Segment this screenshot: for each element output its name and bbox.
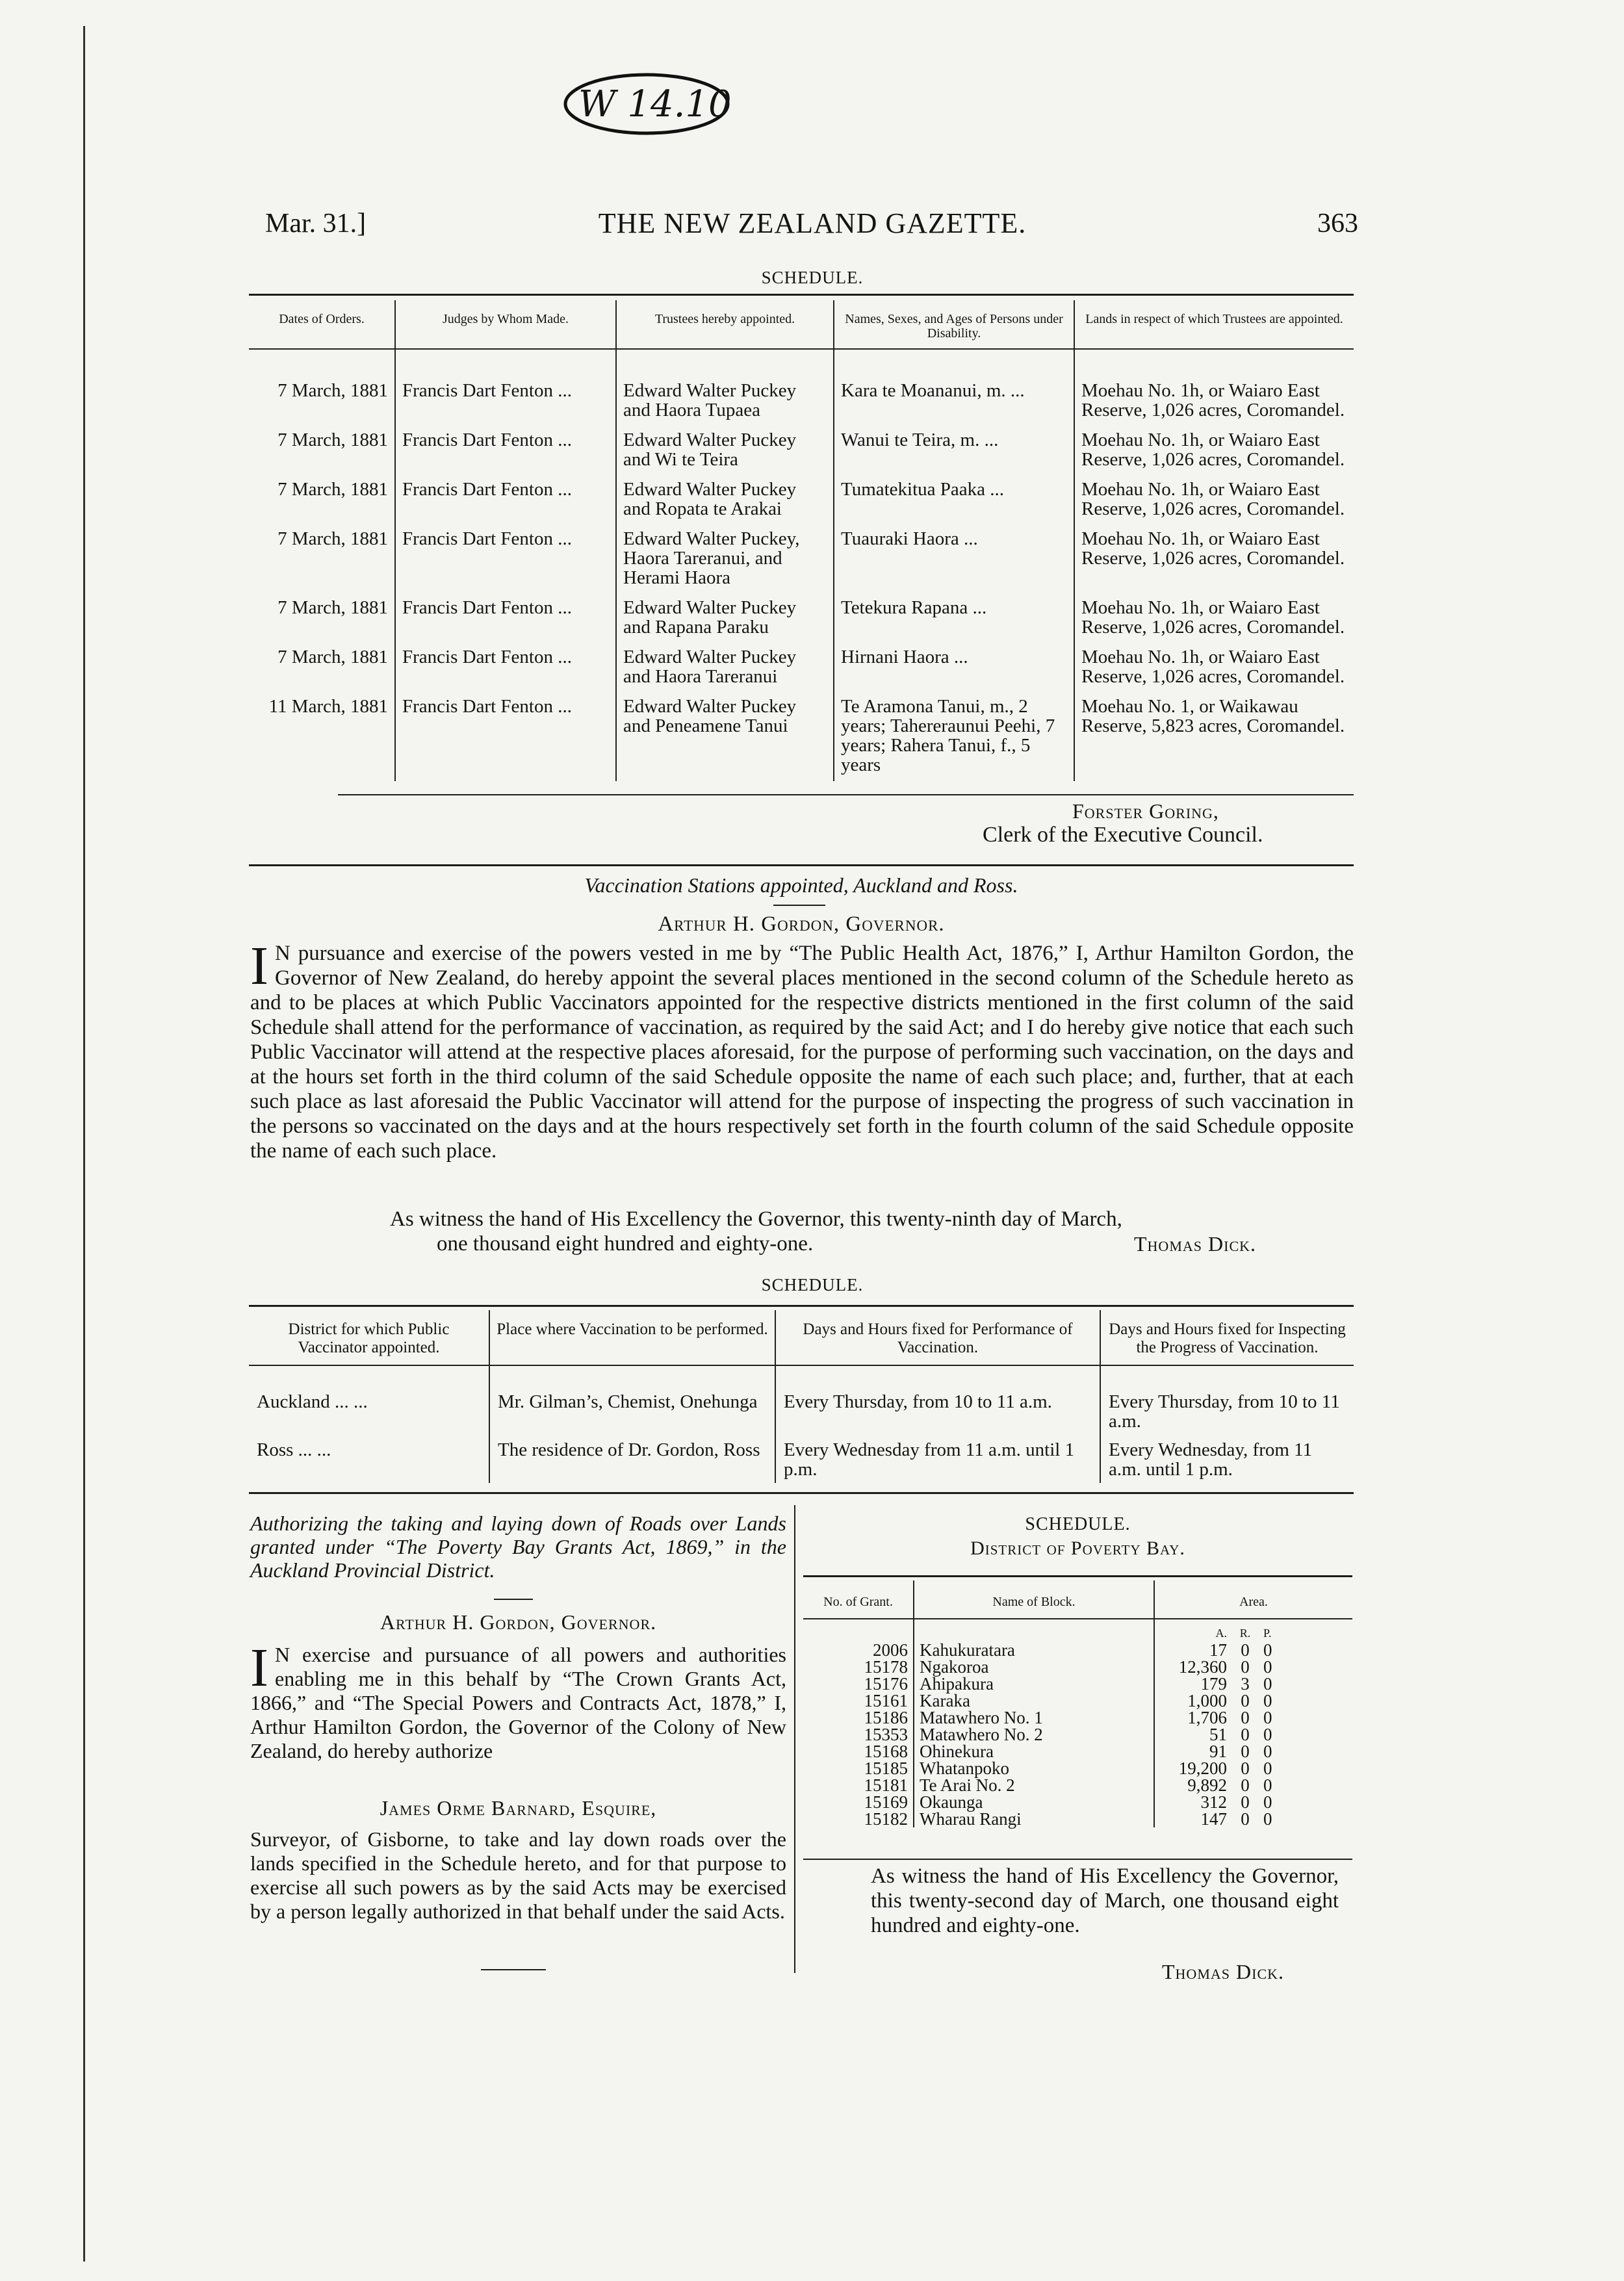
annotation-text: W 14.10 bbox=[578, 83, 732, 125]
table-row bbox=[249, 525, 1354, 594]
cell-p: 0 bbox=[1263, 1792, 1272, 1812]
cell-lands: Moehau No. 1, or Waikawau Reserve, 5,823 acres, Coromandel. bbox=[1074, 693, 1354, 781]
table-row bbox=[803, 1642, 1352, 1658]
cell-a: 147 bbox=[1154, 1811, 1232, 1827]
cell-block: Matawhero No. 1 bbox=[914, 1709, 1154, 1726]
cell-p: 0 bbox=[1263, 1759, 1272, 1778]
cell-trustees: Edward Walter Puckey and Ropata te Arakai bbox=[616, 476, 834, 525]
col-header: Place where Vaccination to be performed. bbox=[489, 1310, 775, 1365]
cell-block: Ohinekura bbox=[914, 1743, 1154, 1760]
page-title: THE NEW ZEALAND GAZETTE. bbox=[598, 207, 1027, 239]
col-header: Trustees hereby appointed. bbox=[616, 300, 834, 349]
cell-r: 0 bbox=[1241, 1708, 1250, 1727]
col-header: Area. bbox=[1154, 1580, 1352, 1619]
cell-performance: Every Thursday, from 10 to 11 a.m. bbox=[775, 1365, 1100, 1435]
cell-p: 0 bbox=[1263, 1708, 1272, 1727]
cell-names: Kara te Moananui, m. ... bbox=[834, 349, 1074, 426]
units-row bbox=[803, 1619, 1352, 1642]
table-row bbox=[803, 1760, 1352, 1777]
col-header: Name of Block. bbox=[914, 1580, 1154, 1619]
cell-grant: 15169 bbox=[864, 1792, 908, 1812]
cell-p: 0 bbox=[1263, 1809, 1272, 1829]
cell-a: 1,000 bbox=[1154, 1692, 1232, 1709]
cell-a: 91 bbox=[1154, 1743, 1232, 1760]
cell-lands: Moehau No. 1h, or Waiaro East Reserve, 1,026 acres, Coromandel. bbox=[1074, 426, 1354, 476]
cell-names: Wanui te Teira, m. ... bbox=[834, 426, 1074, 476]
cell-date: 7 March, 1881 bbox=[277, 647, 388, 667]
cell-inspection: Every Thursday, from 10 to 11 a.m. bbox=[1100, 1365, 1354, 1435]
handwritten-annotation bbox=[559, 65, 734, 143]
cell-judge: Francis Dart Fenton ... bbox=[395, 349, 616, 426]
schedule3-signed: Thomas Dick. bbox=[1162, 1960, 1285, 1983]
schedule3-title: SCHEDULE. bbox=[1025, 1514, 1131, 1534]
col-header: District for which Public Vaccinator appointed. bbox=[249, 1310, 489, 1365]
cell-block: Karaka bbox=[914, 1692, 1154, 1709]
roads-heading: Authorizing the taking and laying down of Roads over Lands granted under “The Poverty Bay Grants Act, 1869,” in the Auckland Provincial District. bbox=[250, 1512, 786, 1582]
cell-r: 0 bbox=[1241, 1775, 1250, 1795]
cell-names: Hirnani Haora ... bbox=[834, 643, 1074, 693]
header-date: Mar. 31.] bbox=[265, 209, 367, 238]
table-row bbox=[249, 1365, 1354, 1435]
table-row bbox=[803, 1743, 1352, 1760]
col-header: Judges by Whom Made. bbox=[395, 300, 616, 349]
cell-grant: 15182 bbox=[864, 1809, 908, 1829]
table-row bbox=[803, 1811, 1352, 1827]
cell-trustees: Edward Walter Puckey and Peneamene Tanui bbox=[616, 693, 834, 781]
cell-lands: Moehau No. 1h, or Waiaro East Reserve, 1,026 acres, Coromandel. bbox=[1074, 594, 1354, 643]
section-divider bbox=[249, 1492, 1354, 1494]
cell-block: Matawhero No. 2 bbox=[914, 1726, 1154, 1743]
unit-acres: A. bbox=[1154, 1619, 1232, 1642]
cell-r: 0 bbox=[1241, 1809, 1250, 1829]
signature-title: Clerk of the Executive Council. bbox=[983, 823, 1263, 847]
cell-date: 7 March, 1881 bbox=[277, 430, 388, 450]
cell-names: Tuauraki Haora ... bbox=[834, 525, 1074, 594]
schedule2-title: SCHEDULE. bbox=[761, 1275, 864, 1295]
table-row bbox=[803, 1726, 1352, 1743]
cell-names: Te Aramona Tanui, m., 2 years; Tahereraunui Peehi, 7 years; Rahera Tanui, f., 5 years bbox=[834, 693, 1074, 781]
cell-lands: Moehau No. 1h, or Waiaro East Reserve, 1,026 acres, Coromandel. bbox=[1074, 349, 1354, 426]
cell-p: 0 bbox=[1263, 1657, 1272, 1677]
table-row bbox=[803, 1675, 1352, 1692]
cell-r: 0 bbox=[1241, 1657, 1250, 1677]
schedule3-table bbox=[803, 1580, 1352, 1827]
col-header: Days and Hours fixed for Inspecting the Progress of Vaccination. bbox=[1100, 1310, 1354, 1365]
cell-block: Kahukuratara bbox=[914, 1642, 1154, 1658]
cell-district: Auckland ... ... bbox=[257, 1391, 368, 1412]
cell-r: 0 bbox=[1241, 1792, 1250, 1812]
drop-cap: I bbox=[250, 936, 268, 996]
cell-a: 1,706 bbox=[1154, 1709, 1232, 1726]
schedule3-top-rule bbox=[803, 1575, 1352, 1577]
cell-trustees: Edward Walter Puckey and Rapana Paraku bbox=[616, 594, 834, 643]
table-row bbox=[803, 1692, 1352, 1709]
cell-names: Tetekura Rapana ... bbox=[834, 594, 1074, 643]
schedule1-table bbox=[249, 300, 1354, 781]
cell-judge: Francis Dart Fenton ... bbox=[395, 525, 616, 594]
cell-grant: 15176 bbox=[864, 1674, 908, 1694]
table-row bbox=[249, 426, 1354, 476]
cell-p: 0 bbox=[1263, 1725, 1272, 1744]
cell-district: Ross ... ... bbox=[257, 1439, 331, 1460]
table-row bbox=[249, 643, 1354, 693]
left-margin-rule bbox=[83, 26, 85, 2262]
cell-grant: 15353 bbox=[864, 1725, 908, 1744]
table-row bbox=[249, 476, 1354, 525]
cell-p: 0 bbox=[1263, 1742, 1272, 1761]
table-row bbox=[803, 1658, 1352, 1675]
cell-trustees: Edward Walter Puckey, Haora Tareranui, and Herami Haora bbox=[616, 525, 834, 594]
schedule3-bottom-rule bbox=[803, 1859, 1352, 1860]
table-row bbox=[803, 1794, 1352, 1811]
col-header: No. of Grant. bbox=[803, 1580, 914, 1619]
table-row bbox=[803, 1709, 1352, 1726]
cell-judge: Francis Dart Fenton ... bbox=[395, 476, 616, 525]
schedule1-bottom-rule bbox=[338, 794, 1354, 795]
vaccination-heading: Vaccination Stations appointed, Auckland and Ross. bbox=[584, 873, 1018, 897]
witness-line-2: one thousand eight hundred and eighty-one. bbox=[437, 1232, 814, 1256]
cell-r: 0 bbox=[1241, 1742, 1250, 1761]
cell-a: 9,892 bbox=[1154, 1777, 1232, 1794]
cell-trustees: Edward Walter Puckey and Haora Tupaea bbox=[616, 349, 834, 426]
cell-names: Tumatekitua Paaka ... bbox=[834, 476, 1074, 525]
cell-date: 7 March, 1881 bbox=[277, 528, 388, 549]
cell-date: 7 March, 1881 bbox=[277, 380, 388, 401]
unit-perches: P. bbox=[1263, 1627, 1272, 1640]
table-row bbox=[803, 1777, 1352, 1794]
appointee: James Orme Barnard, Esquire, bbox=[380, 1796, 657, 1820]
roads-body bbox=[250, 1638, 786, 1763]
cell-lands: Moehau No. 1h, or Waiaro East Reserve, 1,026 acres, Coromandel. bbox=[1074, 643, 1354, 693]
cell-block: Wharau Rangi bbox=[914, 1811, 1154, 1827]
roads-body-2: Surveyor, of Gisborne, to take and lay down roads over the lands specified in the Schedule hereto, and for that purpose to exercise all such powers as by the said Acts may be exercised by a person legally authorized in that behalf under the said Acts. bbox=[250, 1827, 786, 1923]
cell-grant: 15185 bbox=[864, 1759, 908, 1778]
vaccination-body-text: N pursuance and exercise of the powers vested in me by “The Public Health Act, 1876,” I, Arthur Hamilton Gordon, the Governor of New Zealand, do hereby appoint the several places mentioned in the second column of the Schedule hereto as and to be places at which Public Vaccinators appointed for the respective districts mentioned in the first column of the said Schedule shall attend for the performance of vaccination, as required by the said Act; and I do hereby give notice that each such Public Vaccinator will attend at the respective places aforesaid, for the purpose of performing such vaccination, on the days and at the hours set forth in the third column of the said Schedule opposite the name of each such place; and, further, that at each such place as last aforesaid the Public Vaccinator will attend for the purpose of inspecting the progress of such vaccination in the persons so vaccinated on the days and at the hours respectively set forth in the fourth column of the said Schedule opposite the name of each such place. bbox=[250, 942, 1354, 1163]
short-rule bbox=[481, 1969, 546, 1970]
cell-a: 19,200 bbox=[1154, 1760, 1232, 1777]
schedule3-subtitle: District of Poverty Bay. bbox=[970, 1538, 1185, 1559]
table-row bbox=[249, 1435, 1354, 1483]
col-header: Days and Hours fixed for Performance of Vaccination. bbox=[775, 1310, 1100, 1365]
cell-block: Ngakoroa bbox=[914, 1658, 1154, 1675]
cell-grant: 15178 bbox=[864, 1657, 908, 1677]
cell-r: 3 bbox=[1241, 1674, 1250, 1694]
cell-grant: 15168 bbox=[864, 1742, 908, 1761]
signature-name: Forster Goring, bbox=[1072, 799, 1219, 823]
short-rule bbox=[773, 905, 825, 906]
col-header: Names, Sexes, and Ages of Persons under Disability. bbox=[834, 300, 1074, 349]
unit-roods: R. bbox=[1239, 1627, 1251, 1640]
cell-block: Okaunga bbox=[914, 1794, 1154, 1811]
cell-place: Mr. Gilman’s, Chemist, Onehunga bbox=[489, 1365, 775, 1435]
schedule1-title: SCHEDULE. bbox=[761, 268, 864, 287]
cell-p: 0 bbox=[1263, 1691, 1272, 1710]
table-row bbox=[249, 594, 1354, 643]
section-divider bbox=[249, 864, 1354, 866]
cell-p: 0 bbox=[1263, 1775, 1272, 1795]
cell-judge: Francis Dart Fenton ... bbox=[395, 643, 616, 693]
cell-grant: 15161 bbox=[864, 1691, 908, 1710]
cell-judge: Francis Dart Fenton ... bbox=[395, 426, 616, 476]
cell-block: Ahipakura bbox=[914, 1675, 1154, 1692]
schedule1-top-rule bbox=[249, 294, 1354, 296]
cell-date: 11 March, 1881 bbox=[268, 696, 388, 717]
cell-inspection: Every Wednesday, from 11 a.m. until 1 p.m. bbox=[1100, 1435, 1354, 1483]
cell-p: 0 bbox=[1263, 1674, 1272, 1694]
schedule3-witness: As witness the hand of His Excellency the Governor, this twenty-second day of March, one thousand eight hundred and eighty-one. bbox=[871, 1864, 1339, 1937]
cell-judge: Francis Dart Fenton ... bbox=[395, 693, 616, 781]
cell-grant: 2006 bbox=[873, 1640, 908, 1660]
col-header: Dates of Orders. bbox=[249, 300, 395, 349]
roads-governor: Arthur H. Gordon, Governor. bbox=[380, 1610, 657, 1634]
cell-r: 0 bbox=[1241, 1759, 1250, 1778]
cell-a: 179 bbox=[1154, 1675, 1232, 1692]
cell-trustees: Edward Walter Puckey and Wi te Teira bbox=[616, 426, 834, 476]
cell-r: 0 bbox=[1241, 1640, 1250, 1660]
cell-a: 12,360 bbox=[1154, 1658, 1232, 1675]
page-number: 363 bbox=[1317, 209, 1358, 238]
cell-lands: Moehau No. 1h, or Waiaro East Reserve, 1,026 acres, Coromandel. bbox=[1074, 476, 1354, 525]
signed-name: Thomas Dick. bbox=[1134, 1232, 1257, 1256]
cell-grant: 15181 bbox=[864, 1775, 908, 1795]
cell-lands: Moehau No. 1h, or Waiaro East Reserve, 1,026 acres, Coromandel. bbox=[1074, 525, 1354, 594]
cell-grant: 15186 bbox=[864, 1708, 908, 1727]
table-row bbox=[249, 349, 1354, 426]
cell-trustees: Edward Walter Puckey and Haora Tareranui bbox=[616, 643, 834, 693]
col-header: Lands in respect of which Trustees are appointed. bbox=[1074, 300, 1354, 349]
witness-line-1: As witness the hand of His Excellency the Governor, this twenty-ninth day of March, bbox=[390, 1207, 1122, 1231]
cell-performance: Every Wednesday from 11 a.m. until 1 p.m. bbox=[775, 1435, 1100, 1483]
column-divider bbox=[794, 1505, 795, 1973]
schedule2-top-rule bbox=[249, 1305, 1354, 1307]
cell-r: 0 bbox=[1241, 1691, 1250, 1710]
cell-a: 312 bbox=[1154, 1794, 1232, 1811]
roads-body-text: N exercise and pursuance of all powers and authorities enabling me in this behalf by “The Crown Grants Act, 1866,” and “The Special Powers and Contracts Act, 1878,” I, Arthur Hamilton Gordon, the Governor of the Colony of New Zealand, do hereby authorize bbox=[250, 1643, 786, 1762]
cell-block: Whatanpoko bbox=[914, 1760, 1154, 1777]
cell-place: The residence of Dr. Gordon, Ross bbox=[489, 1435, 775, 1483]
cell-date: 7 March, 1881 bbox=[277, 479, 388, 500]
table-row bbox=[249, 693, 1354, 781]
governor-line: Arthur H. Gordon, Governor. bbox=[658, 912, 945, 936]
cell-a: 17 bbox=[1154, 1642, 1232, 1658]
cell-r: 0 bbox=[1241, 1725, 1250, 1744]
cell-date: 7 March, 1881 bbox=[277, 597, 388, 618]
cell-block: Te Arai No. 2 bbox=[914, 1777, 1154, 1794]
drop-cap: I bbox=[250, 1638, 268, 1698]
short-rule bbox=[494, 1599, 533, 1600]
vaccination-body bbox=[250, 936, 1354, 1163]
schedule2-table bbox=[249, 1310, 1354, 1483]
cell-a: 51 bbox=[1154, 1726, 1232, 1743]
cell-judge: Francis Dart Fenton ... bbox=[395, 594, 616, 643]
cell-p: 0 bbox=[1263, 1640, 1272, 1660]
